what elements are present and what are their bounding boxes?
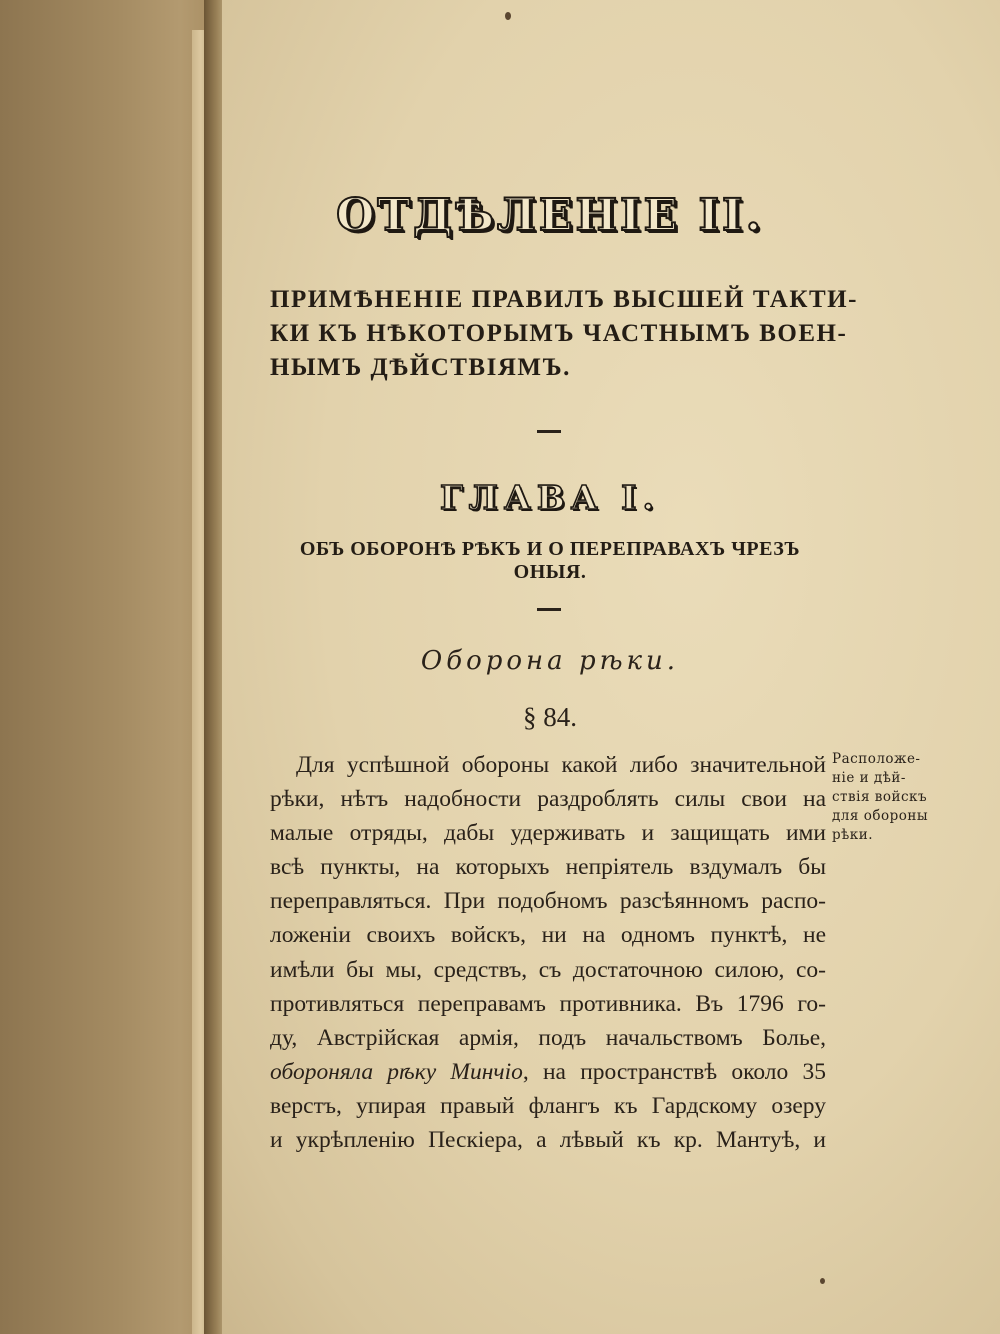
divider-rule [537, 608, 561, 611]
margin-note-line: ствія войскъ [832, 789, 928, 805]
divider-rule [537, 430, 561, 433]
body-line: верстъ, упирая правый флангъ къ Гардскому озеру [270, 1092, 826, 1119]
chapter-subtitle: ОБЪ ОБОРОНѢ РѢКЪ И О ПЕРЕПРАВАХЪ ЧРЕЗЪ ОНЫЯ. [299, 538, 801, 583]
margin-note-line: Расположе- [832, 751, 921, 767]
section-title: ОТДѢЛЕНІЕ II. [336, 190, 764, 241]
body-line: Для успѣшной обороны какой либо значительной [296, 752, 826, 778]
margin-note-line: для обороны [832, 808, 929, 824]
italic-phrase: обороняла рѣку Минчіо [270, 1058, 523, 1085]
body-line: и укрѣпленію Пескіера, а лѣвый къ кр. Мантуѣ, и [270, 1127, 826, 1154]
body-line-mixed [270, 1055, 826, 1089]
body-text [270, 748, 826, 1157]
paragraph-number: § 84. [523, 702, 577, 732]
section-subtitle [270, 280, 858, 382]
margin-note-line: рѣки. [832, 827, 874, 843]
body-line: противляться переправамъ противника. Въ 1796 го- [270, 990, 826, 1017]
margin-note-line: ніе и дѣй- [832, 770, 906, 786]
margin-note [832, 750, 952, 845]
body-line: ложеніи своихъ войскъ, ни на одномъ пунктѣ, не [270, 922, 826, 949]
body-line: всѣ пункты, на которыхъ непріятель вздумалъ бы [270, 854, 826, 881]
subtitle-line: НЫМЪ ДѢЙСТВІЯМЪ. [270, 354, 571, 382]
subtitle-line: КИ КЪ НѢКОТОРЫМЪ ЧАСТНЫМЪ ВОЕН- [270, 320, 848, 348]
body-line: малые отряды, дабы удерживать и защищать ими [270, 820, 826, 847]
subtitle-line: ПРИМѢНЕНІЕ ПРАВИЛЪ ВЫСШЕЙ ТАКТИ- [270, 286, 858, 313]
body-line: рѣки, нѣтъ надобности раздроблять силы свои на [270, 786, 826, 813]
body-line: переправляться. При подобномъ разсѣянномъ распо- [270, 888, 826, 915]
body-line: имѣли бы мы, средствъ, съ достаточною силою, со- [270, 956, 826, 983]
body-line-rest: , на пространствѣ около 35 [522, 1058, 827, 1085]
body-line: ду, Австрійская армія, подъ начальствомъ Болье, [270, 1024, 826, 1051]
paragraph-heading: Оборона рѣки. [420, 646, 680, 676]
chapter-title: ГЛАВА I. [439, 478, 661, 517]
